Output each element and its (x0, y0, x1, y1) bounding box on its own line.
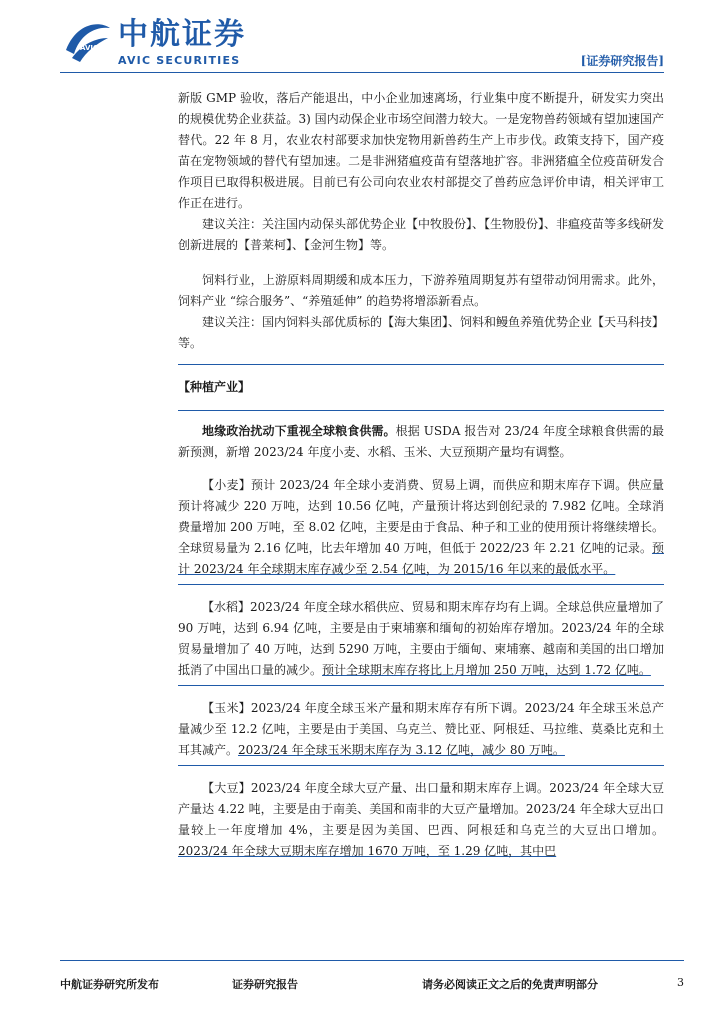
footer-report-type: 证券研究报告 (232, 978, 298, 991)
main-content (178, 88, 664, 866)
header-divider (60, 72, 664, 73)
footer-publisher: 中航证券研究所发布 (60, 978, 159, 991)
paragraph-animal-health-recommendation: 建议关注：关注国内动保头部优势企业【中牧股份】、【生物股份】、非瘟疫苗等多线研发创新进展的【普莱柯】、【金河生物】等。 (178, 217, 665, 252)
report-type-tag: [证券研究报告] (580, 54, 664, 68)
paragraph-feed-recommendation: 建议关注：国内饲料头部优质标的【海大集团】、饲料和鳗鱼养殖优势企业【天马科技】等。 (178, 315, 665, 350)
paragraph-rice (178, 597, 664, 681)
paragraph-grain-intro (178, 421, 664, 463)
intro-text: 根据 USDA 报告对 23/24 年度全球粮食供需的最新预测，新增 2023/24 年度小麦、水稻、玉米、大豆预期产量均有调整。 (178, 424, 664, 459)
corn-highlight: 2023/24 年全球玉米期末库存为 3.12 亿吨，减少 80 万吨。 (238, 743, 565, 757)
corn-block (178, 698, 664, 766)
wheat-highlight: 预计 2023/24 年全球期末库存减少至 2.54 亿吨，为 2015/16 年以来的最低水平。 (178, 541, 664, 576)
page-number: 3 (677, 976, 684, 989)
section-title-planting: 【种植产业】 (178, 380, 251, 394)
intro-lead: 地缘政治扰动下重视全球粮食供需。 (202, 424, 396, 438)
paragraph-corn (178, 698, 664, 761)
section-divider (178, 410, 664, 411)
section-divider (178, 364, 664, 365)
soybean-block (178, 778, 664, 866)
page-footer (60, 960, 684, 1000)
avic-logo-icon (62, 20, 112, 64)
wheat-text: 【小麦】预计 2023/24 年全球小麦消费、贸易上调，而供应和期末库存下调。供应量预计将减少 220 万吨，达到 10.56 亿吨，产量预计将达到创纪录的 7.982 亿吨。全球消费量增加 200 万吨，至 8.02 亿吨，主要是由于食品、种子和工业的使用预计将继续增长。全球贸易量为 2.16 亿吨，比去年增加 40 万吨，但低于 2022/23 年 2.21 亿吨的记录。 (178, 478, 664, 555)
wheat-block (178, 475, 664, 585)
paragraph-wheat (178, 475, 664, 580)
footer-divider (60, 960, 684, 961)
page-header (0, 0, 724, 80)
logo-chinese: 中航证券 (118, 17, 246, 52)
paragraph-soybean (178, 778, 664, 862)
paragraph-animal-health: 新版 GMP 验收，落后产能退出，中小企业加速离场，行业集中度不断提升，研发实力突出的规模优势企业获益。3) 国内动保企业市场空间潜力较大。一是宠物兽药领域有望加速国产替代。22 年 8 月，农业农村部要求加快宠物用新兽药生产上市步伐。政策支持下，国产疫苗在宠物领域的替代有望加速。二是非洲猪瘟疫苗有望落地扩容。非洲猪瘟全位疫苗研发合作项目已取得积极进展。目前已有公司向农业农村部提交了兽药应急评价申请，相关评审工作正在进行。 (178, 91, 664, 210)
footer-disclaimer: 请务必阅读正文之后的免责声明部分 (422, 978, 598, 991)
rice-block (178, 597, 664, 686)
soybean-text: 【大豆】2023/24 年度全球大豆产量、出口量和期末库存上调。2023/24 年全球大豆产量达 4.22 吨，主要是由于南美、美国和南非的大豆产量增加。2023/24 年全球大豆出口量较上一年度增加 4%，主要是因为美国、巴西、阿根廷和乌克兰的大豆出口增加。 (178, 781, 664, 837)
logo-english: AVIC SECURITIES (118, 54, 241, 67)
soybean-highlight: 2023/24 年全球大豆期末库存增加 1670 万吨，至 1.29 亿吨，其中巴 (178, 844, 557, 858)
corn-text: 【玉米】2023/24 年度全球玉米产量和期末库存有所下调。2023/24 年全球玉米总产量减少至 12.2 亿吨，主要是由于美国、乌克兰、赞比亚、阿根廷、马拉维、莫桑比克和土耳其减产。 (178, 701, 664, 757)
rice-text: 【水稻】2023/24 年度全球水稻供应、贸易和期末库存均有上调。全球总供应量增加了 90 万吨，达到 6.94 亿吨，主要是由于柬埔寨和缅甸的初始库存增加。2023/24 年的全球贸易量增加了 40 万吨，达到 5290 万吨，主要由于缅甸、柬埔寨、越南和美国的出口增加抵消了中国出口量的减少。 (178, 600, 664, 677)
rice-highlight: 预计全球期末库存将比上月增加 250 万吨，达到 1.72 亿吨。 (322, 663, 651, 677)
logo-mark-text: AVIC (80, 44, 99, 52)
paragraph-feed-industry: 饲料行业，上游原料周期缓和成本压力，下游养殖周期复苏有望带动饲用需求。此外，饲料产业 “综合服务”、“养殖延伸” 的趋势将增添新看点。 (178, 273, 664, 308)
